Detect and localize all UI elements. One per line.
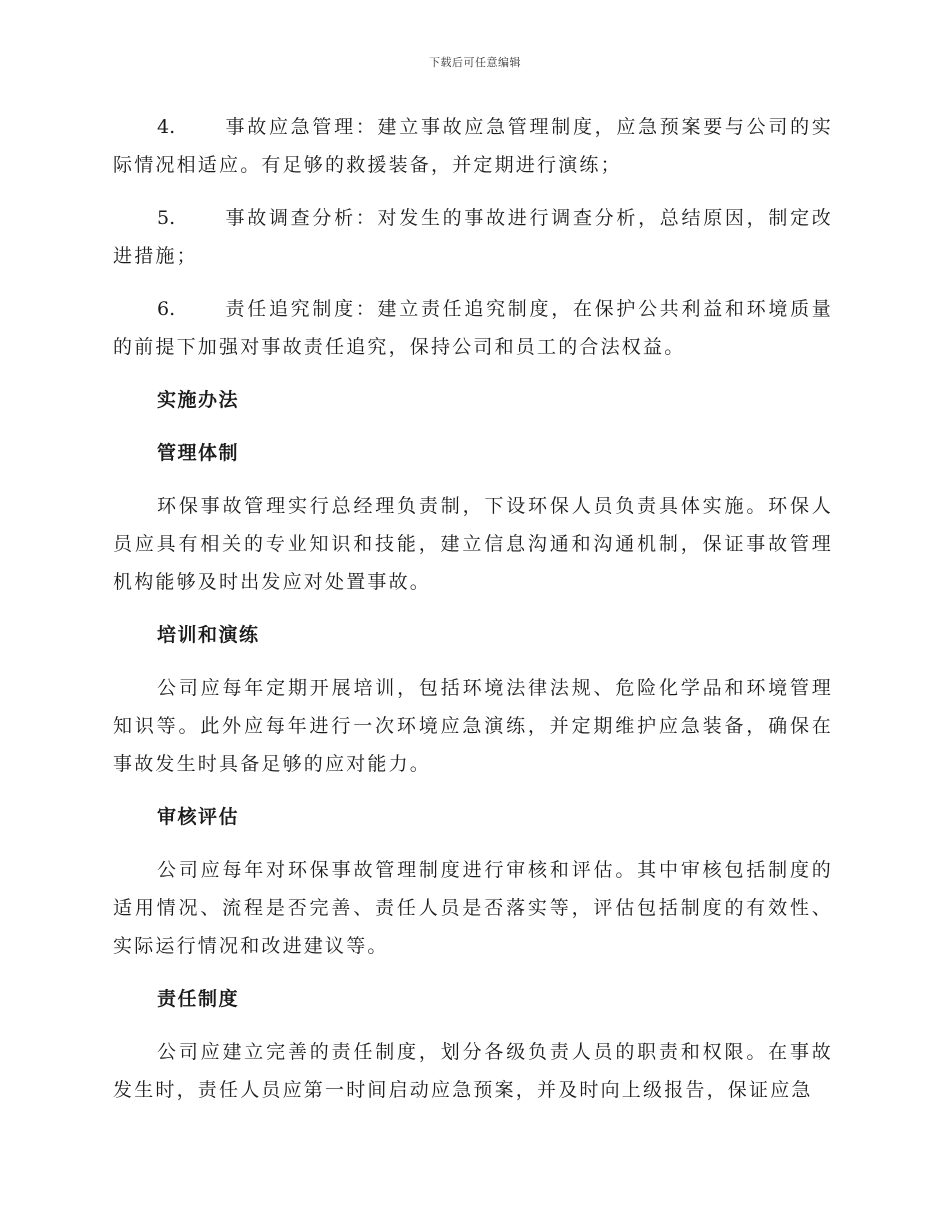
list-item-text: 事故应急管理：建立事故应急管理制度，应急预案要与公司的实际情况相适应。有足够的救援装备，并定期进行演练； <box>113 116 833 176</box>
page-header: 下载后可任意编辑 <box>429 56 521 69</box>
list-item-4 <box>113 108 833 184</box>
document-body <box>113 108 833 1124</box>
list-item-number: 4. <box>157 116 176 138</box>
subsection-heading-responsibility: 责任制度 <box>157 988 240 1010</box>
list-item-text: 责任追究制度：建立责任追究制度，在保护公共利益和环境质量的前提下加强对事故责任追究，保持公司和员工的合法权益。 <box>113 298 833 358</box>
subsection-heading-management: 管理体制 <box>157 442 240 464</box>
subsection-heading-audit: 审核评估 <box>157 806 240 828</box>
paragraph-management: 环保事故管理实行总经理负责制，下设环保人员负责具体实施。环保人员应具有相关的专业知识和技能，建立信息沟通和沟通机制，保证事故管理机构能够及时出发应对处置事故。 <box>113 495 833 593</box>
paragraph-responsibility: 公司应建立完善的责任制度，划分各级负责人员的职责和权限。在事故发生时，责任人员应第一时间启动应急预案，并及时向上级报告，保证应急 <box>113 1041 833 1101</box>
paragraph-audit: 公司应每年对环保事故管理制度进行审核和评估。其中审核包括制度的适用情况、流程是否完善、责任人员是否落实等，评估包括制度的有效性、实际运行情况和改进建议等。 <box>113 859 833 957</box>
list-item-number: 5. <box>157 207 176 229</box>
list-item-text: 事故调查分析：对发生的事故进行调查分析，总结原因，制定改进措施； <box>113 207 833 267</box>
subsection-heading-training: 培训和演练 <box>157 624 260 646</box>
list-item-number: 6. <box>157 298 176 320</box>
paragraph-training: 公司应每年定期开展培训，包括环境法律法规、危险化学品和环境管理知识等。此外应每年进行一次环境应急演练，并定期维护应急装备，确保在事故发生时具备足够的应对能力。 <box>113 677 833 775</box>
list-item-6 <box>113 290 833 366</box>
section-heading-implementation: 实施办法 <box>157 389 240 411</box>
list-item-5 <box>113 199 833 275</box>
